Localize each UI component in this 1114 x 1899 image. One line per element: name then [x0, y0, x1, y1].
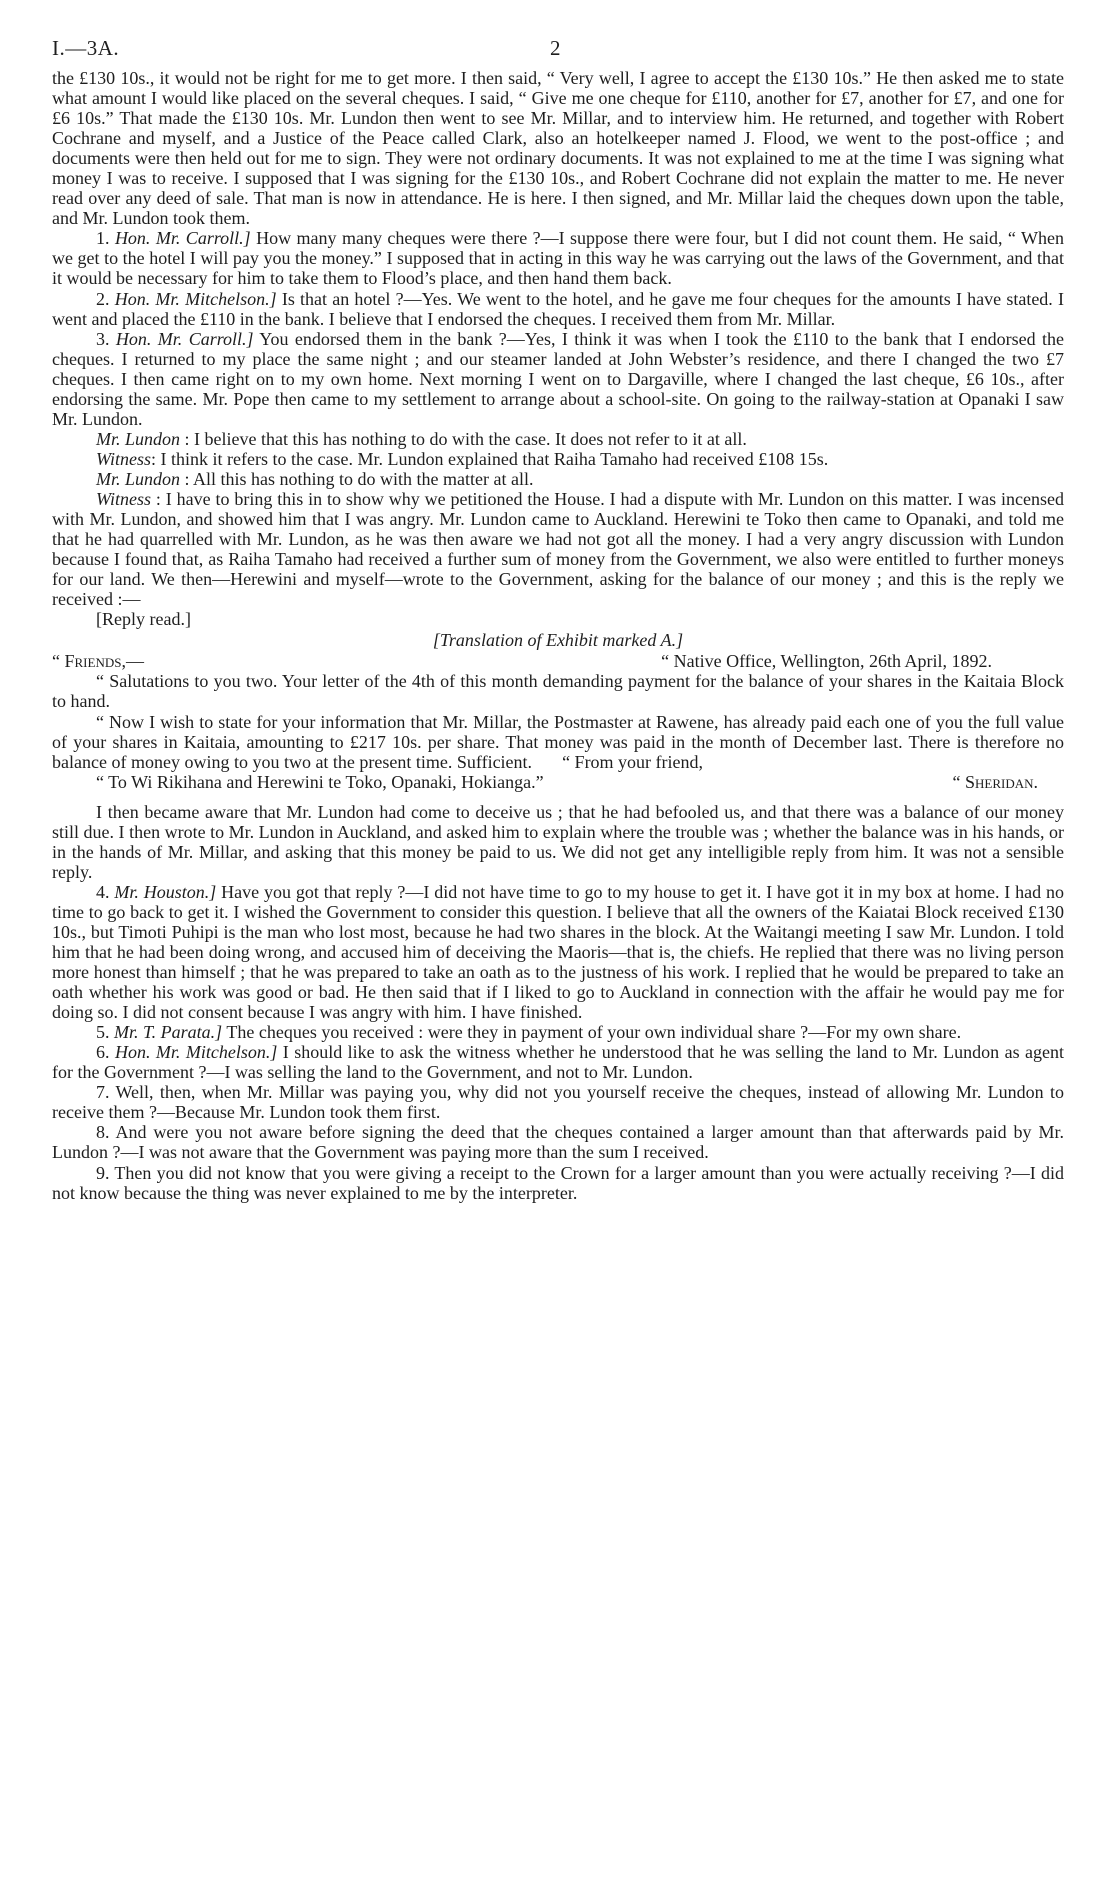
letter-heading [52, 651, 1064, 671]
statement-text: : All this has nothing to do with the matter at all. [180, 468, 534, 489]
document-reference: I.—3A. [52, 36, 120, 60]
letter-paragraph-2 [52, 712, 1064, 772]
statement-lundon-2 [52, 469, 1064, 489]
question-number: 2. [96, 288, 110, 309]
page-number: 2 [550, 36, 561, 60]
question-3 [52, 329, 1064, 429]
speaker: Witness [96, 488, 152, 509]
statement-lundon-1 [52, 429, 1064, 449]
question-9: 9. Then you did not know that you were giving a receipt to the Crown for a larger amount than you were actually receiving ?—I did not know because the thing was never explained to me by the interpreter. [52, 1162, 1064, 1203]
speaker: Hon. Mr. Mitchelson.] [114, 288, 277, 309]
question-number: 6. [96, 1042, 110, 1063]
statement-text: : I believe that this has nothing to do with the case. It does not refer to it at all. [180, 428, 747, 449]
question-text: The cheques you received : were they in payment of your own individual share ?—For my own share. [222, 1022, 962, 1043]
question-number: 1. [96, 228, 110, 249]
speaker: Hon. Mr. Carroll.] [114, 228, 251, 249]
speaker: Hon. Mr. Carroll.] [115, 328, 254, 349]
spacer [52, 792, 1064, 802]
letter-salutation: “ Friends,— [52, 651, 144, 672]
question-6 [52, 1042, 1064, 1082]
speaker: Mr. Houston.] [114, 881, 217, 902]
question-text: I should like to ask the witness whether he understood that he was selling the land to Mr. Lundon as agent for the Government ?—I was selling the land to the Government, and not to Mr. Lundon. [52, 1042, 1064, 1083]
question-7: 7. Well, then, when Mr. Millar was paying you, why did not you yourself receive the cheques, instead of allowing Mr. Lundon to receive them ?—Because Mr. Lundon took them first. [52, 1082, 1064, 1123]
speaker: Witness [96, 448, 152, 469]
question-text: Have you got that reply ?—I did not have time to go to my house to get it. I have got it in my box at home. I had no time to go back to get it. I wished the Government to consider this question. I believe that all the owners of the Kaiatai Block received £130 10s., but Timoti Puhipi is the man who lost most, because he had two shares in the block. At the Waitangi meeting I saw Mr. Lundon. I told him that he had been doing wrong, and accused him of deceiving the Maoris—that is, the chiefs. He replied that there was no living person more honest than himself ; that he was prepared to take an oath as to the justness of his work. I replied that he would be prepared to take an oath whether his work was good or bad. He then said that if I liked to go to Auckland in connection with the affair he would pay me for doing so. I did not consent because I was angry with him. I have finished. [52, 881, 1065, 1023]
statement-witness-2 [52, 489, 1064, 609]
question-number: 4. [96, 881, 110, 902]
question-4 [52, 882, 1064, 1022]
question-2 [52, 289, 1064, 329]
statement-text: : I think it refers to the case. Mr. Lundon explained that Raiha Tamaho had received £108 15s. [151, 448, 829, 469]
question-number: 5. [96, 1022, 110, 1043]
speaker: Mr. Lundon [96, 468, 181, 489]
question-text: How many many cheques were there ?—I suppose there were four, but I did not count them. He said, “ When we get to the hotel I will pay you the money.” I supposed that in acting in this way he was carrying out the laws of the Government, and that it would be necessary for him to take them to Flood’s place, and then hand them back. [52, 228, 1065, 289]
question-number: 3. [96, 328, 110, 349]
opening-paragraph: the £130 10s., it would not be right for me to get more. I then said, “ Very well, I agree to accept the £130 10s.” He then asked me to state what amount I would like placed on the several cheques. I said, “ Give me one cheque for £110, another for £7, another for £7, and one for £6 10s.” That made the £130 10s. Mr. Lundon then went to see Mr. Millar, and to interview him. He returned, and together with Robert Cochrane and myself, and a Justice of the Peace called Clark, also an hotelkeeper named J. Flood, we went to the post-office ; and documents were then held out for me to sign. They were not ordinary documents. It was not explained to me at the time I was signing what money I was to receive. I supposed that I was signing for the £130 10s., and Robert Cochrane did not explain the matter to me. He never read over any deed of sale. That man is now in attendance. He is here. I then signed, and Mr. Millar laid the cheques down upon the table, and Mr. Lundon took them. [52, 68, 1064, 229]
letter-footer [52, 772, 1064, 792]
speaker: Mr. Lundon [96, 428, 181, 449]
letter-paragraph-1: “ Salutations to you two. Your letter of the 4th of this month demanding payment for the balance of your shares in the Kaitaia Block to hand. [52, 671, 1064, 712]
statement-witness-1 [52, 449, 1064, 469]
translation-title-text: [Translation of Exhibit marked A.] [432, 630, 684, 651]
speaker: Hon. Mr. Mitchelson.] [114, 1042, 278, 1063]
letter-paragraph-2-text: “ Now I wish to state for your information that Mr. Millar, the Postmaster at Rawene, has already paid each one of you the full value of your shares in Kaitaia, amounting to £217 10s. per share. That money was paid in the month of December last. There is therefore no balance of money owing to you two at the present time. Sufficient. [52, 711, 1064, 772]
page-header [52, 30, 1064, 68]
letter-address: “ To Wi Rikihana and Herewini te Toko, Opanaki, Hokianga.” [96, 771, 544, 792]
speaker: Mr. T. Parata.] [114, 1022, 223, 1043]
statement-text: : I have to bring this in to show why we petitioned the House. I had a dispute with Mr. Lundon on this matter. I was incensed with Mr. Lundon, and showed him that I was angry. Mr. Lundon came to Auckland. Herewini te Toko then came to Opanaki, and told me that he had quarrelled with Mr. Lundon, as he was then aware we had not got all the money. I had a very angry discussion with Lundon because I found that, as Raiha Tamaho had received a further sum of money from the Government, we also were entitled to further moneys for our land. We then—Herewini and myself—wrote to the Government, asking for the balance of our money ; and this is the reply we received :— [52, 488, 1064, 610]
question-5 [52, 1022, 1064, 1042]
question-8: 8. And were you not aware before signing the deed that the cheques contained a larger amount than that afterwards paid by Mr. Lundon ?—I was not aware that the Government was paying more than the sum I received. [52, 1122, 1064, 1163]
question-text: You endorsed them in the bank ?—Yes, I think it was when I took the £110 to the bank that I endorsed the cheques. I returned to my place the same night ; and our steamer landed at John Webster’s residence, and there I changed the two £7 cheques. I then came right on to my own home. Next morning I went on to Dargaville, where I changed the last cheque, £6 10s., after endorsing the same. Mr. Pope then came to my settlement to arrange about a school-site. On going to the railway-station at Opanaki I saw Mr. Lundon. [52, 328, 1065, 429]
question-1 [52, 228, 1064, 288]
document-page [52, 30, 1064, 1203]
translation-title [52, 630, 1064, 650]
paragraph-after-letter: I then became aware that Mr. Lundon had come to deceive us ; that he had befooled us, and that there was a balance of our money still due. I then wrote to Mr. Lundon in Auckland, and asked him to explain where the trouble was ; whether the balance was in his hands, or in the hands of Mr. Millar, and asking that this money be paid to us. We did not get any intelligible reply from him. It was not a sensible reply. [52, 801, 1064, 882]
letter-closing: “ From your friend, [562, 751, 704, 772]
letter-dateline: “ Native Office, Wellington, 26th April, 1892. [661, 651, 992, 672]
letter-signature: “ Sheridan. [952, 771, 1038, 792]
reply-read-note: [Reply read.] [96, 609, 191, 630]
question-text: Is that an hotel ?—Yes. We went to the hotel, and he gave me four cheques for the amounts I have stated. I went and placed the £110 in the bank. I believe that I endorsed the cheques. I received them from Mr. Millar. [52, 288, 1065, 329]
